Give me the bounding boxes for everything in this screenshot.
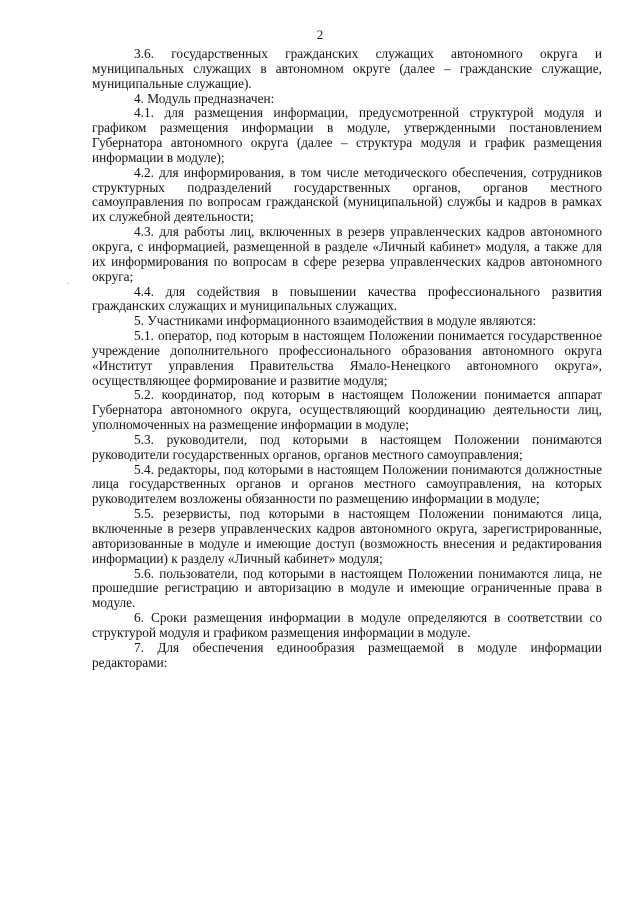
paragraph-4-4: 4.4. для содействия в повышении качества профессионального развития гражданских служащих и муниципальных служащих.	[92, 283, 602, 314]
paragraph-7: 7. Для обеспечения единообразия размещаемой в модуле информации редакторами:	[92, 639, 602, 670]
paragraph-5-1: 5.1. оператор, под которым в настоящем Положении понимается государственное учреждение дополнительного профессионального образования автономного округа «Институт управления Правительства Ямало-Ненецкого автономного округа», осуществляющее формирование и развитие модуля;	[92, 328, 602, 388]
paragraph-4-3: 4.3. для работы лиц, включенных в резерв управленческих кадров автономного округа, с информацией, размещенной в разделе «Личный кабинет» модуля, а также для их информирования по вопросам в сфере резерва управленческих кадров автономного округа;	[92, 224, 602, 284]
paragraph-6: 6. Сроки размещения информации в модуле определяются в соответствии со структурой модуля и графиком размещения информации в модуле.	[92, 610, 602, 640]
document-body	[92, 47, 602, 670]
paragraph-4-2: 4.2. для информирования, в том числе методического обеспечения, сотрудников структурных подразделений государственных органов, органов местного самоуправления по вопросам гражданской (муниципальной) службы и кадров в рамках их служебной деятельности;	[92, 164, 602, 225]
paragraph-5-3: 5.3. руководители, под которыми в настоящем Положении понимаются руководители государственных органов, органов местного самоуправления;	[92, 431, 602, 462]
paragraph-5: 5. Участниками информационного взаимодействия в модуле являются:	[134, 313, 537, 329]
paragraph-4-1: 4.1. для размещения информации, предусмотренной структурой модуля и графиком размещения информации в модуле, утвержденными постановлением Губернатора автономного округа (далее – структура модуля и график размещения информации в модуле);	[92, 105, 602, 165]
paragraph-4: 4. Модуль предназначен:	[134, 90, 275, 106]
paragraph-5-4: 5.4. редакторы, под которыми в настоящем Положении понимаются должностные лица государственных органов и органов местного самоуправления, на которых руководителем возложены обязанности по размещению информации в модуле;	[92, 461, 602, 507]
paragraph-5-6: 5.6. пользователи, под которыми в настоящем Положении понимаются лица, не прошедшие регистрацию и авторизацию в модуле и имеющие ограниченные права в модуле.	[92, 565, 602, 611]
paragraph-3-6: 3.6. государственных гражданских служащих автономного округа и муниципальных служащих в автономном округе (далее – гражданские служащие, муниципальные служащие).	[92, 46, 602, 91]
paragraph-5-2: 5.2. координатор, под которым в настоящем Положении понимается аппарат Губернатора автономного округа, осуществляющий координацию деятельности лиц, уполномоченных на размещение информации в модуле;	[92, 387, 602, 433]
margin-mark: .	[67, 277, 69, 286]
paragraph-5-5: 5.5. резервисты, под которыми в настоящем Положении понимаются лица, включенные в резерв управленческих кадров автономного округа, зарегистрированные, авторизованные в модуле и имеющие доступ (возможность внесения и редактирования информации) к разделу «Личный кабинет» модуля;	[92, 506, 602, 566]
page-number: 2	[316, 27, 324, 42]
